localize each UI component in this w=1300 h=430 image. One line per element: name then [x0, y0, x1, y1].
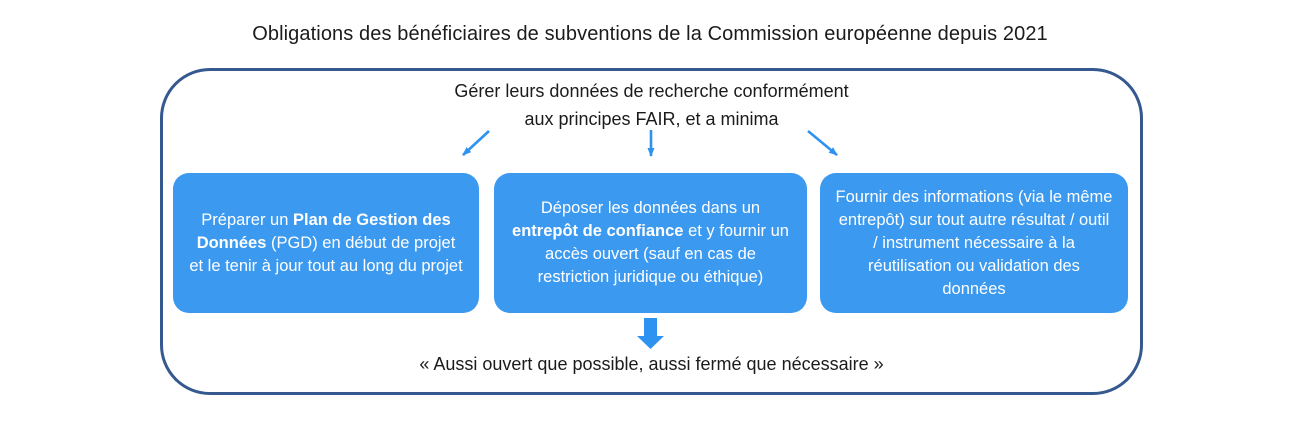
text-segment-bold: Plan de Gestion des Données	[196, 210, 451, 252]
obligation-box-pgd	[173, 173, 479, 313]
obligation-box-entrepot	[494, 173, 807, 313]
intro-line-2: aux principes FAIR, et a minima	[524, 109, 779, 129]
text-segment: Fournir des informations (via le même entrepôt) sur tout autre résultat / outil / instrument nécessaire à la réutilisation ou validation des données	[835, 187, 1113, 298]
text-segment: Préparer un	[201, 210, 293, 229]
text-segment: (PGD) en début de projet et le tenir à jour tout au long du projet	[189, 233, 463, 275]
intro-line-1: Gérer leurs données de recherche conformément	[454, 81, 849, 101]
obligation-box-entrepot-text	[509, 197, 792, 289]
text-segment: et y fournir un accès ouvert (sauf en cas de restriction juridique ou éthique)	[537, 222, 789, 286]
obligation-box-informations	[820, 173, 1128, 313]
obligation-box-informations-text	[835, 186, 1113, 301]
obligation-box-pgd-text	[188, 209, 464, 278]
text-segment: Déposer les données dans un	[540, 199, 761, 217]
text-segment-bold: entrepôt de confiance	[512, 222, 684, 240]
intro-text	[160, 77, 1143, 133]
page-title: Obligations des bénéficiaires de subventions de la Commission européenne depuis 2021	[252, 23, 1048, 45]
quote-text: « Aussi ouvert que possible, aussi fermé que nécessaire »	[419, 354, 884, 374]
